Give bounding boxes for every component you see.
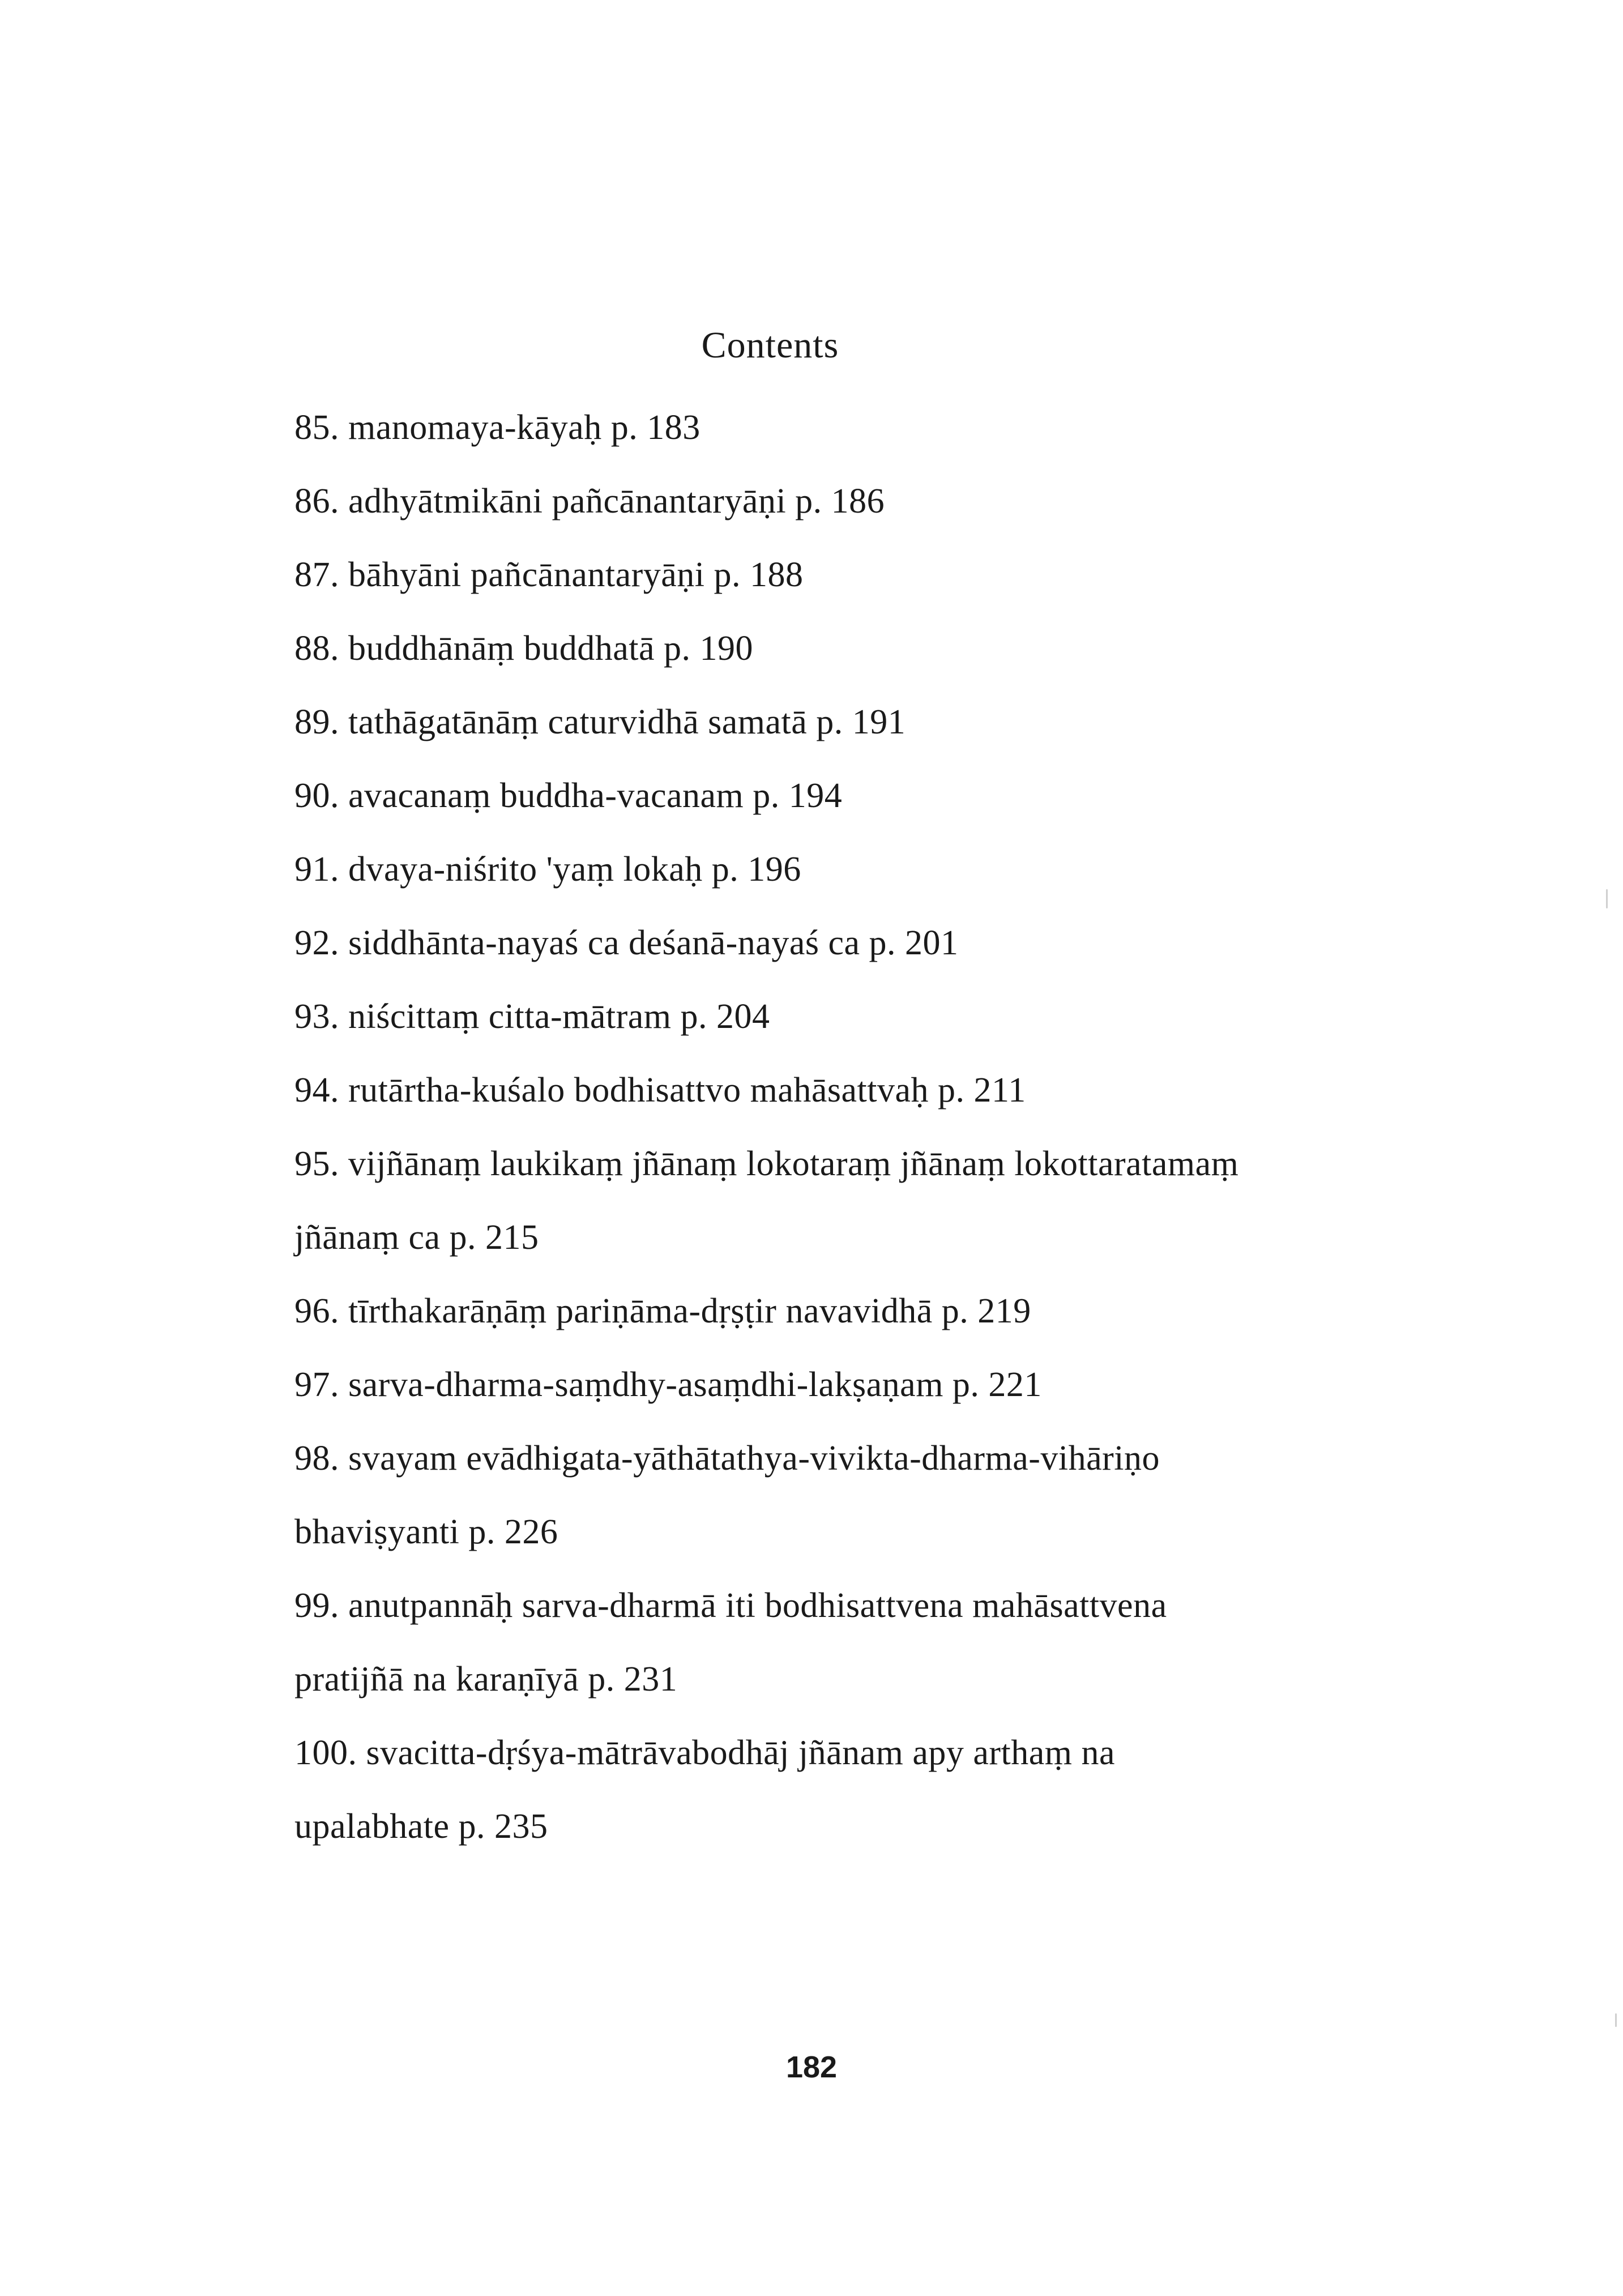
toc-entry: 89. tathāgatānāṃ caturvidhā samatā p. 191 — [294, 703, 906, 741]
page-title: Contents — [701, 325, 839, 366]
toc-entry: 93. niścittaṃ citta-mātram p. 204 — [294, 997, 770, 1036]
toc-entry: 92. siddhānta-nayaś ca deśanā-nayaś ca p. 201 — [294, 924, 959, 962]
toc-entry: 86. adhyātmikāni pañcānantaryāṇi p. 186 — [294, 482, 885, 520]
toc-entry-line: 99. anutpannāḥ sarva-dharmā iti bodhisattvena mahāsattvena — [294, 1586, 1167, 1625]
toc-entry: 88. buddhānāṃ buddhatā p. 190 — [294, 629, 754, 668]
toc-entry: 94. rutārtha-kuśalo bodhisattvo mahāsattvaḥ p. 211 — [294, 1071, 1026, 1109]
toc-entry — [294, 1716, 1427, 1863]
toc-entry: 96. tīrthakarāṇāṃ pariṇāma-dṛṣṭir navavidhā p. 219 — [294, 1292, 1031, 1330]
toc-entry: 91. dvaya-niśrito 'yaṃ lokaḥ p. 196 — [294, 850, 801, 889]
toc-entry — [294, 1422, 1427, 1569]
toc-entry-line: 98. svayam evādhigata-yāthātathya-vivikta-dharma-vihāriṇo — [294, 1439, 1160, 1478]
page-number: 182 — [785, 2050, 838, 2084]
toc-entry-line: upalabhate p. 235 — [294, 1807, 548, 1846]
scan-speck — [1606, 889, 1608, 908]
toc-entry: 85. manomaya-kāyaḥ p. 183 — [294, 408, 701, 447]
table-of-contents — [294, 391, 1427, 1863]
toc-entry-line: 95. vijñānaṃ laukikaṃ jñānaṃ lokotaraṃ jñānaṃ lokottaratamaṃ — [294, 1145, 1239, 1183]
toc-entry: 90. avacanaṃ buddha-vacanam p. 194 — [294, 776, 843, 815]
toc-entry — [294, 1569, 1427, 1716]
toc-entry-line: 100. svacitta-dṛśya-mātrāvabodhāj jñānam apy arthaṃ na — [294, 1734, 1116, 1772]
toc-entry: 87. bāhyāni pañcānantaryāṇi p. 188 — [294, 556, 804, 594]
toc-entry-line: pratijñā na karaṇīyā p. 231 — [294, 1660, 678, 1698]
scan-speck — [1615, 2013, 1617, 2027]
toc-entry-line: jñānaṃ ca p. 215 — [294, 1218, 539, 1257]
toc-entry — [294, 1127, 1427, 1274]
toc-entry-line: bhaviṣyanti p. 226 — [294, 1513, 558, 1551]
toc-entry: 97. sarva-dharma-saṃdhy-asaṃdhi-lakṣaṇam p. 221 — [294, 1365, 1042, 1404]
